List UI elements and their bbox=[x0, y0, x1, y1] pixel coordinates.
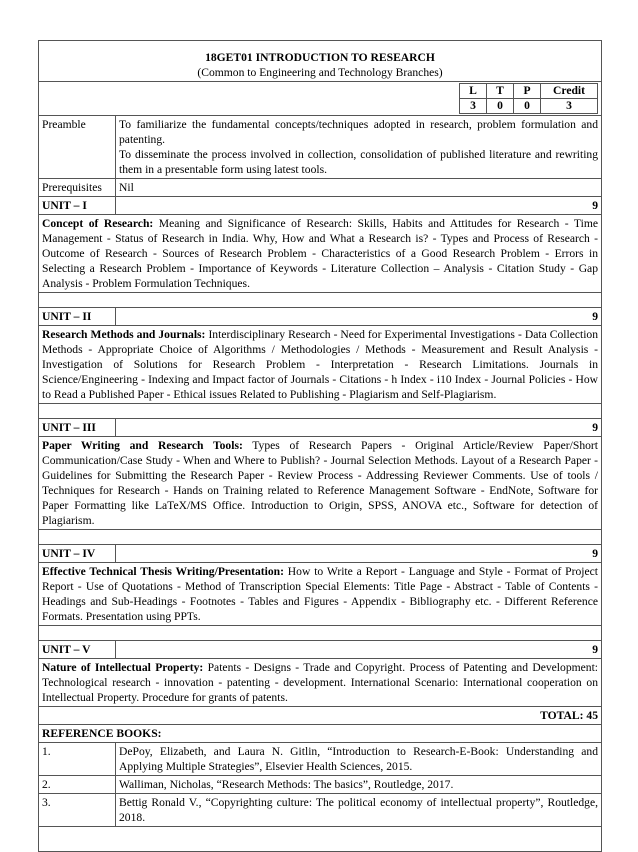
unit-header-row bbox=[39, 197, 602, 215]
unit-label: UNIT – V bbox=[39, 641, 116, 659]
unit-topic: Effective Technical Thesis Writing/Presentation: bbox=[42, 565, 284, 578]
syllabus-table bbox=[38, 40, 602, 852]
total-hours: TOTAL: 45 bbox=[39, 707, 602, 725]
reference-text: DePoy, Elizabeth, and Laura N. Gitlin, “Introduction to Research-E-Book: Understanding and Applying Multiple Strategies”, Elsevier Health Sciences, 2015. bbox=[116, 743, 602, 776]
syllabus-page bbox=[38, 40, 601, 852]
total-row bbox=[39, 707, 602, 725]
ltp-value-credit: 3 bbox=[541, 99, 598, 114]
spacer-row bbox=[39, 404, 602, 419]
references-heading-row bbox=[39, 725, 602, 743]
unit-topic: Paper Writing and Research Tools: bbox=[42, 439, 243, 452]
prerequisites-value: Nil bbox=[116, 179, 602, 197]
unit-content bbox=[39, 437, 602, 530]
spacer-row bbox=[39, 827, 602, 852]
unit-content bbox=[39, 215, 602, 293]
ltp-table bbox=[459, 83, 598, 114]
unit-label: UNIT – I bbox=[39, 197, 116, 215]
reference-row bbox=[39, 776, 602, 794]
unit-header-row bbox=[39, 308, 602, 326]
course-title: 18GET01 INTRODUCTION TO RESEARCH bbox=[205, 51, 435, 64]
references-heading: REFERENCE BOOKS: bbox=[39, 725, 602, 743]
unit-text: Meaning and Significance of Research: Skills, Habits and Attitudes for Research - Time Management - Status of Research in India. Why, How and What a Research is? - Types and Process of Research - Outcome of Research - Sources of Research Problem - Characteristics of a Good Research Problem - Errors in Selecting a Research Problem - Importance of Keywords - Literature Collection – Analysis - Citation Study - Gap Analysis - Problem Formulation Techniques. bbox=[42, 217, 599, 290]
preamble-text-1: To familiarize the fundamental concepts/techniques adopted in research, problem formulation and patenting. bbox=[119, 118, 599, 146]
ltp-header-p: P bbox=[514, 84, 541, 99]
unit-content-row bbox=[39, 659, 602, 707]
unit-label: UNIT – IV bbox=[39, 545, 116, 563]
ltp-value-p: 0 bbox=[514, 99, 541, 114]
ltp-header-t: T bbox=[487, 84, 514, 99]
ltp-header-credit: Credit bbox=[541, 84, 598, 99]
unit-text: Interdisciplinary Research - Need for Experimental Investigations - Data Collection Methods - Appropriate Choice of Algorithms / Methodologies / Methods - Measurement and Result Analysis - Investigation of Solutions for Research Problem - Interpretation - Research Limitations. Journals in Science/Engineering - Indexing and Impact factor of Journals - Citations - h Index - i10 Index - Journal Policies - How to Read a Published Paper - Ethical issues Related to Publishing - Plagiarism and Self-Plagiarism. bbox=[42, 328, 599, 401]
spacer-row bbox=[39, 626, 602, 641]
unit-hours: 9 bbox=[116, 545, 602, 563]
ltp-row bbox=[39, 82, 602, 116]
spacer-row bbox=[39, 530, 602, 545]
unit-content bbox=[39, 326, 602, 404]
reference-text: Bettig Ronald V., “Copyrighting culture: The political economy of intellectual property”, Routledge, 2018. bbox=[116, 794, 602, 827]
unit-header-row bbox=[39, 419, 602, 437]
course-subtitle: (Common to Engineering and Technology Branches) bbox=[197, 66, 443, 79]
reference-number: 1. bbox=[39, 743, 116, 776]
reference-row bbox=[39, 743, 602, 776]
spacer-row bbox=[39, 293, 602, 308]
prerequisites-label: Prerequisites bbox=[39, 179, 116, 197]
reference-text: Walliman, Nicholas, “Research Methods: The basics”, Routledge, 2017. bbox=[116, 776, 602, 794]
unit-hours: 9 bbox=[116, 197, 602, 215]
unit-label: UNIT – III bbox=[39, 419, 116, 437]
unit-topic: Nature of Intellectual Property: bbox=[42, 661, 204, 674]
reference-number: 3. bbox=[39, 794, 116, 827]
unit-content bbox=[39, 659, 602, 707]
preamble-content bbox=[116, 116, 602, 179]
unit-label: UNIT – II bbox=[39, 308, 116, 326]
unit-text: Patents - Designs - Trade and Copyright. Process of Patenting and Development: Technological research - innovation - patenting - development. International Scenario: International cooperation on Intellectual Property. Procedure for grants of patents. bbox=[42, 661, 599, 704]
unit-hours: 9 bbox=[116, 641, 602, 659]
course-header-row bbox=[39, 41, 602, 82]
unit-text: Types of Research Papers - Original Article/Review Paper/Short Communication/Case Study - When and Where to Publish? - Journal Selection Methods. Layout of a Research Paper - Guidelines for Submitting the Research Paper - Review Process - Addressing Reviewer Comments. Use of tools / Techniques for Research - Hands on Training related to Reference Management Software - EndNote, Software for Paper Formatting like LaTeX/MS Office. Introduction to Origin, SPSS, ANOVA etc., Software for detection of Plagiarism. bbox=[42, 439, 599, 527]
unit-header-row bbox=[39, 545, 602, 563]
prerequisites-row bbox=[39, 179, 602, 197]
preamble-text-2: To disseminate the process involved in collection, consolidation of published literature and rewriting them in a presentable form using latest tools. bbox=[119, 148, 599, 176]
ltp-value-l: 3 bbox=[460, 99, 487, 114]
preamble-row bbox=[39, 116, 602, 179]
preamble-label: Preamble bbox=[39, 116, 116, 179]
ltp-value-t: 0 bbox=[487, 99, 514, 114]
unit-content-row bbox=[39, 326, 602, 404]
reference-row bbox=[39, 794, 602, 827]
unit-hours: 9 bbox=[116, 419, 602, 437]
unit-hours: 9 bbox=[116, 308, 602, 326]
reference-number: 2. bbox=[39, 776, 116, 794]
unit-topic: Research Methods and Journals: bbox=[42, 328, 206, 341]
unit-content bbox=[39, 563, 602, 626]
unit-content-row bbox=[39, 215, 602, 293]
unit-text: How to Write a Report - Language and Style - Format of Project Report - Use of Quotations - Method of Transcription Special Elements: Title Page - Abstract - Table of Contents - Headings and Sub-Headings - Footnotes - Tables and Figures - Appendix - Bibliography etc. - Different Reference Formats. Presentation using PPTs. bbox=[42, 565, 599, 623]
unit-content-row bbox=[39, 437, 602, 530]
unit-header-row bbox=[39, 641, 602, 659]
unit-content-row bbox=[39, 563, 602, 626]
unit-topic: Concept of Research: bbox=[42, 217, 154, 230]
ltp-header-l: L bbox=[460, 84, 487, 99]
